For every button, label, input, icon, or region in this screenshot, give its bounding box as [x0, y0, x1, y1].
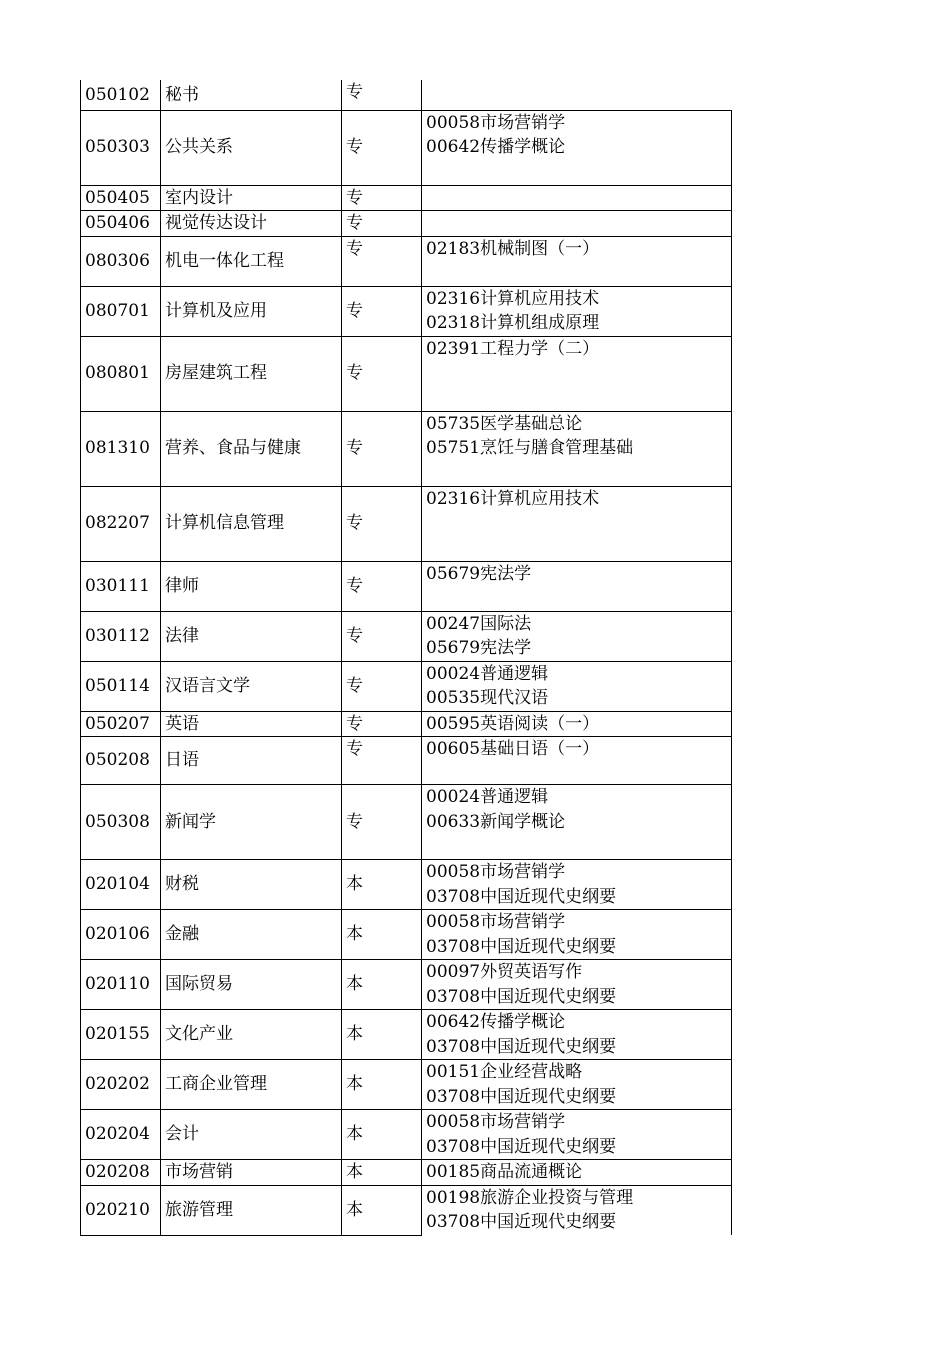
- major-level: 专: [342, 110, 422, 185]
- course-list: [422, 1185, 732, 1235]
- course-list: [422, 1010, 732, 1060]
- table-row: [81, 860, 732, 910]
- course-item: 05751烹饪与膳食管理基础: [426, 438, 634, 458]
- course-list: [422, 561, 732, 611]
- course-list: [422, 110, 732, 185]
- course-list: [422, 486, 732, 561]
- course-item: 02183机械制图（一）: [426, 238, 600, 259]
- major-code: 030112: [81, 611, 161, 661]
- table-row: [81, 286, 732, 336]
- course-table: [80, 80, 732, 1236]
- table-row: [81, 910, 732, 960]
- course-item: 00642传播学概论: [426, 1012, 566, 1032]
- major-name: 日语: [161, 737, 342, 785]
- major-code: 050102: [81, 80, 161, 110]
- course-list: [422, 860, 732, 910]
- major-name: 新闻学: [161, 785, 342, 860]
- course-item: 03708中国近现代史纲要: [426, 936, 617, 957]
- major-name: 公共关系: [161, 110, 342, 185]
- major-level: 本: [342, 1110, 422, 1160]
- course-item: 00024普通逻辑: [426, 787, 549, 807]
- course-list: [422, 737, 732, 785]
- table-row: [81, 711, 732, 737]
- major-name: 室内设计: [161, 185, 342, 211]
- course-list: [422, 1110, 732, 1160]
- major-code: 050303: [81, 110, 161, 185]
- major-level: 专: [342, 185, 422, 211]
- course-item: 00058市场营销学: [426, 112, 566, 133]
- table-row: [81, 236, 732, 286]
- major-code: 050405: [81, 185, 161, 211]
- course-item: 05679宪法学: [426, 638, 532, 658]
- table-row: [81, 737, 732, 785]
- major-level: 专: [342, 737, 422, 785]
- course-list: [422, 711, 732, 737]
- major-code: 050308: [81, 785, 161, 860]
- major-code: 020208: [81, 1160, 161, 1186]
- table-row: [81, 960, 732, 1010]
- major-code: 020202: [81, 1060, 161, 1110]
- course-list: [422, 185, 732, 211]
- course-item: 05679宪法学: [426, 563, 532, 584]
- course-list: [422, 910, 732, 960]
- major-name: 旅游管理: [161, 1185, 342, 1235]
- course-list: [422, 411, 732, 486]
- course-list: [422, 336, 732, 411]
- table-row: [81, 110, 732, 185]
- major-code: 082207: [81, 486, 161, 561]
- course-item: 00024普通逻辑: [426, 663, 549, 684]
- major-name: 文化产业: [161, 1010, 342, 1060]
- major-name: 英语: [161, 711, 342, 737]
- major-level: 专: [342, 336, 422, 411]
- table-row: [81, 486, 732, 561]
- major-level: 本: [342, 1160, 422, 1186]
- table-row: [81, 185, 732, 211]
- major-name: 营养、食品与健康: [161, 411, 342, 486]
- table-row: [81, 611, 732, 661]
- major-level: 专: [342, 611, 422, 661]
- course-item: 03708中国近现代史纲要: [426, 1086, 617, 1107]
- course-list: [422, 286, 732, 336]
- course-item: 00642传播学概论: [426, 137, 566, 157]
- course-list: [422, 661, 732, 711]
- major-level: 专: [342, 711, 422, 737]
- major-name: 金融: [161, 910, 342, 960]
- major-level: 专: [342, 486, 422, 561]
- major-name: 机电一体化工程: [161, 236, 342, 286]
- major-name: 律师: [161, 561, 342, 611]
- major-code: 030111: [81, 561, 161, 611]
- table-row: [81, 1160, 732, 1186]
- major-code: 080306: [81, 236, 161, 286]
- table-row: [81, 411, 732, 486]
- major-name: 市场营销: [161, 1160, 342, 1186]
- course-item: 00247国际法: [426, 613, 532, 634]
- major-level: 专: [342, 211, 422, 237]
- course-item: 00198旅游企业投资与管理: [426, 1187, 634, 1208]
- course-item: 00633新闻学概论: [426, 811, 566, 832]
- major-level: 专: [342, 236, 422, 286]
- course-list: [422, 1060, 732, 1110]
- major-level: 本: [342, 860, 422, 910]
- course-item: 00058市场营销学: [426, 862, 566, 882]
- course-item: 03708中国近现代史纲要: [426, 1212, 617, 1232]
- table-row: [81, 785, 732, 860]
- major-level: 专: [342, 80, 422, 110]
- major-level: 本: [342, 1060, 422, 1110]
- major-level: 专: [342, 411, 422, 486]
- table-row: [81, 1060, 732, 1110]
- major-code: 020106: [81, 910, 161, 960]
- course-item: 00058市场营销学: [426, 912, 566, 932]
- major-name: 国际贸易: [161, 960, 342, 1010]
- table-row: [81, 80, 732, 110]
- table-row: [81, 661, 732, 711]
- major-code: 081310: [81, 411, 161, 486]
- major-name: 汉语言文学: [161, 661, 342, 711]
- major-level: 专: [342, 661, 422, 711]
- major-code: 020155: [81, 1010, 161, 1060]
- table-row: [81, 1010, 732, 1060]
- course-item: 00185商品流通概论: [426, 1162, 583, 1182]
- course-item: 02316计算机应用技术: [426, 488, 600, 509]
- course-list: [422, 211, 732, 237]
- major-name: 计算机信息管理: [161, 486, 342, 561]
- course-item: 02316计算机应用技术: [426, 288, 600, 309]
- course-item: 00058市场营销学: [426, 1112, 566, 1132]
- major-code: 080801: [81, 336, 161, 411]
- major-code: 020210: [81, 1185, 161, 1235]
- major-name: 法律: [161, 611, 342, 661]
- major-code: 050207: [81, 711, 161, 737]
- course-item: 00097外贸英语写作: [426, 962, 583, 982]
- course-table-body: [81, 80, 732, 1235]
- major-level: 专: [342, 785, 422, 860]
- table-row: [81, 561, 732, 611]
- major-code: 020110: [81, 960, 161, 1010]
- course-item: 00535现代汉语: [426, 688, 549, 708]
- table-row: [81, 211, 732, 237]
- major-code: 050208: [81, 737, 161, 785]
- major-code: 080701: [81, 286, 161, 336]
- course-item: 00595英语阅读（一）: [426, 713, 600, 734]
- course-list: [422, 80, 732, 110]
- course-list: [422, 785, 732, 860]
- course-item: 03708中国近现代史纲要: [426, 1036, 617, 1057]
- table-row: [81, 1185, 732, 1235]
- major-level: 本: [342, 1185, 422, 1235]
- major-code: 020204: [81, 1110, 161, 1160]
- major-name: 计算机及应用: [161, 286, 342, 336]
- course-list: [422, 236, 732, 286]
- major-name: 房屋建筑工程: [161, 336, 342, 411]
- major-name: 秘书: [161, 80, 342, 110]
- major-level: 专: [342, 561, 422, 611]
- major-name: 财税: [161, 860, 342, 910]
- course-item: 03708中国近现代史纲要: [426, 986, 617, 1007]
- table-row: [81, 336, 732, 411]
- major-code: 050114: [81, 661, 161, 711]
- major-level: 专: [342, 286, 422, 336]
- course-item: 05735医学基础总论: [426, 413, 583, 434]
- major-level: 本: [342, 1010, 422, 1060]
- course-list: [422, 1160, 732, 1186]
- course-item: 00605基础日语（一）: [426, 739, 600, 759]
- table-row: [81, 1110, 732, 1160]
- course-list: [422, 611, 732, 661]
- course-item: 00151企业经营战略: [426, 1062, 583, 1082]
- course-item: 03708中国近现代史纲要: [426, 886, 617, 907]
- course-item: 02318计算机组成原理: [426, 313, 600, 333]
- major-level: 本: [342, 960, 422, 1010]
- major-name: 工商企业管理: [161, 1060, 342, 1110]
- major-code: 050406: [81, 211, 161, 237]
- major-name: 视觉传达设计: [161, 211, 342, 237]
- major-level: 本: [342, 910, 422, 960]
- major-name: 会计: [161, 1110, 342, 1160]
- course-item: 02391工程力学（二）: [426, 338, 600, 359]
- course-item: 03708中国近现代史纲要: [426, 1136, 617, 1157]
- course-list: [422, 960, 732, 1010]
- major-code: 020104: [81, 860, 161, 910]
